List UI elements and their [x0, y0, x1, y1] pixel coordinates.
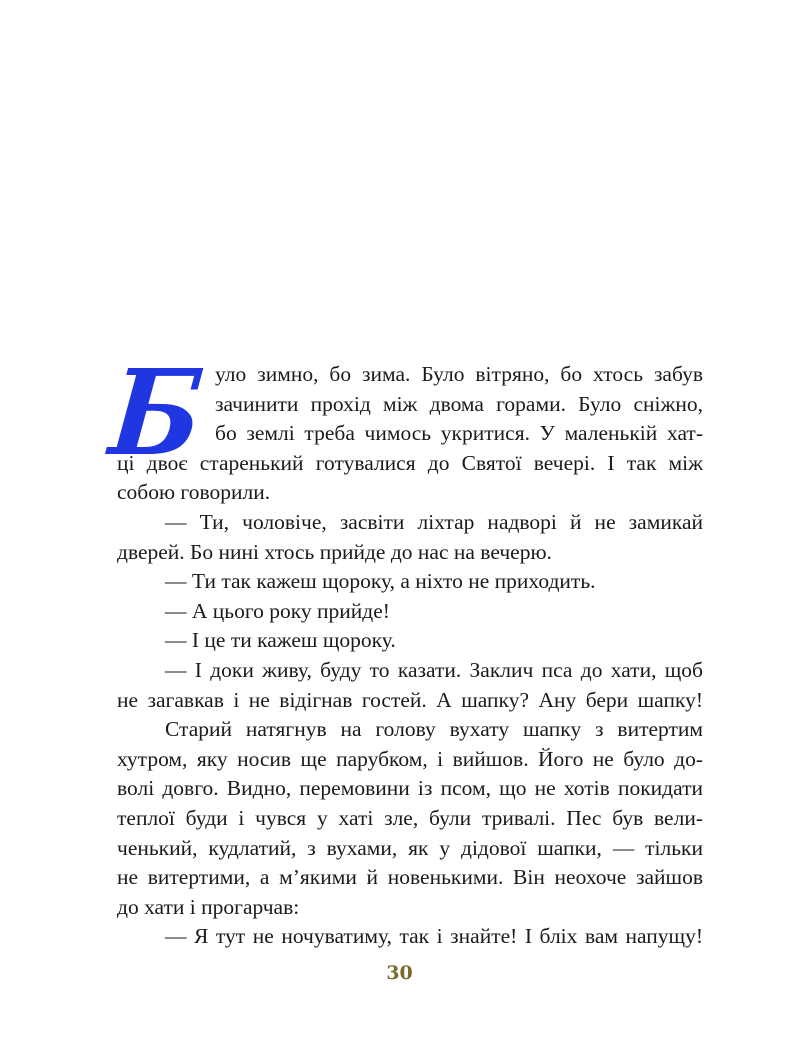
- text-line: собою говорили.: [117, 480, 271, 505]
- drop-cap-letter: Б: [104, 343, 207, 482]
- page-number: 30: [386, 962, 413, 984]
- text-line: дверей. Бо нині хтось прийде до нас на вечерю.: [117, 539, 552, 564]
- text-line: бо землі треба чимось укритися. У маленькій хат-: [215, 421, 703, 446]
- text-line: до хати і прогарчав:: [117, 894, 300, 919]
- dialogue-line: — Ти так кажеш щороку, а ніхто не приходить.: [165, 569, 596, 594]
- story-text: [104, 343, 703, 952]
- dialogue-line: — Ти, чоловіче, засвіти ліхтар надворі й не замикай: [165, 509, 703, 534]
- text-line: теплої буди і чувся у хаті зле, були тривалі. Пес був вели-: [117, 805, 703, 830]
- dialogue-line: — І це ти кажеш щороку.: [165, 628, 396, 653]
- paragraph-start-line: Старий натягнув на голову вухату шапку з витертим: [165, 717, 703, 742]
- text-line: хутром, яку носив ще парубком, і вийшов. Його не було до-: [117, 746, 703, 771]
- dialogue-line: — Я тут не ночуватиму, так і знайте! І бліх вам напущу!: [165, 924, 703, 949]
- text-line: не витертими, а м’якими й новенькими. Він неохоче зайшов: [117, 865, 703, 890]
- text-line: волі довго. Видно, перемовини із псом, що не хотів покидати: [117, 776, 703, 801]
- text-line: не загавкав і не відігнав гостей. А шапку? Ану бери шапку!: [117, 687, 703, 712]
- text-line: ці двоє старенький готувалися до Святої вечері. І так між: [117, 450, 703, 475]
- dialogue-line: — І доки живу, буду то казати. Заклич пса до хати, щоб: [165, 657, 703, 682]
- text-line: зачинити прохід між двома горами. Було сніжно,: [215, 391, 703, 416]
- text-line: уло зимно, бо зима. Було вітряно, бо хтось забув: [215, 362, 703, 386]
- dialogue-line: — А цього року прийде!: [165, 598, 390, 623]
- text-line: ченький, кудлатий, з вухами, як у дідової шапки, — тільки: [117, 835, 703, 860]
